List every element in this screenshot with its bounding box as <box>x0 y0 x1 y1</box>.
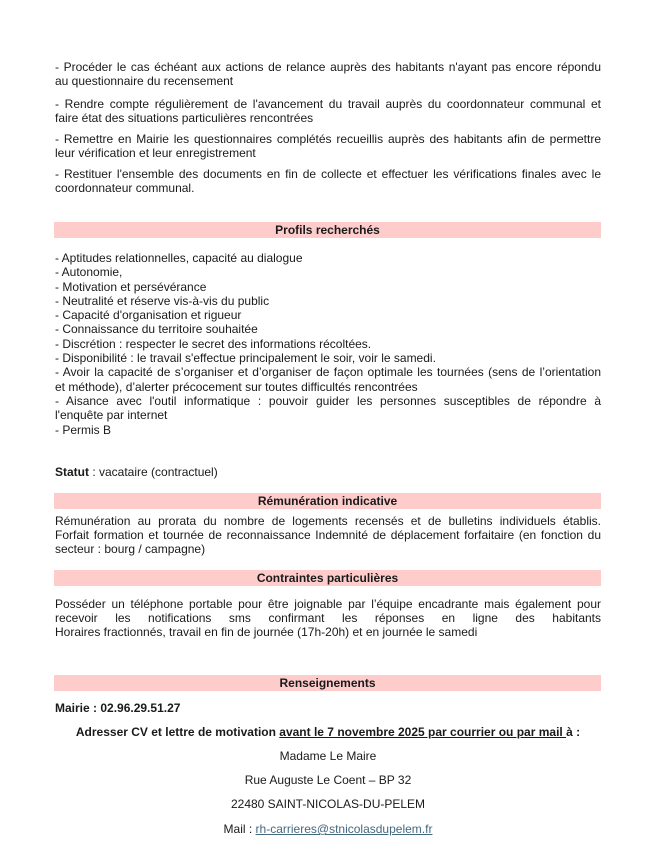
contraintes-text <box>55 597 601 639</box>
mission-item-4 <box>55 167 601 195</box>
recipient-city: 22480 SAINT-NICOLAS-DU-PELEM <box>230 797 426 811</box>
contraintes-line-3: Horaires fractionnés, travail en fin de journée (17h-20h) et en journée le samedi <box>55 625 478 639</box>
mail-link[interactable]: rh-carrieres@stnicolasdupelem.fr <box>255 822 433 836</box>
contraintes-line-1: Posséder un téléphone portable pour être joignable par l’équipe encadrante mais également pour <box>55 597 601 611</box>
recipient-address: Rue Auguste Le Coent – BP 32 <box>244 773 412 787</box>
apply-prefix: Adresser CV et lettre de motivation <box>75 725 280 739</box>
profil-item-continued: et méthode), d’alerter précocement sur toutes difficultés rencontrées <box>55 379 418 394</box>
section-heading-profils: Profils recherchés <box>54 222 601 238</box>
recipient-name: Madame Le Maire <box>279 749 377 763</box>
mail-label: Mail : <box>223 822 256 836</box>
profil-item-continued: l'enquête par internet <box>55 408 168 423</box>
mairie-phone: Mairie : 02.96.29.51.27 <box>55 701 181 715</box>
remuneration-line-3: secteur : bourg / campagne) <box>55 542 206 556</box>
profil-item: - Aptitudes relationnelles, capacité au dialogue <box>55 251 303 265</box>
mission-item-3-line2: leur vérification et leur enregistrement <box>55 146 256 160</box>
apply-deadline: avant le 7 novembre 2025 par courrier ou par mail <box>279 725 567 739</box>
profils-list <box>55 251 601 437</box>
remuneration-text <box>55 514 601 556</box>
mission-item-3 <box>55 132 601 160</box>
profil-item: - Avoir la capacité de s’organiser et d’organiser de façon optimale les tournées (sens de l’orientation <box>55 365 601 380</box>
profil-item: - Autonomie, <box>55 265 123 280</box>
section-heading-remuneration: Rémunération indicative <box>54 493 601 509</box>
missions-list <box>55 60 601 88</box>
mission-item-4-line2: coordonnateur communal. <box>55 181 195 195</box>
profil-item: - Neutralité et réserve vis-à-vis du public <box>55 293 270 308</box>
apply-suffix: à : <box>566 725 581 739</box>
remuneration-line-2: Forfait formation et tournée de reconnaissance Indemnité de déplacement forfaitaire (en fonction du <box>55 528 601 542</box>
apply-instructions <box>55 725 601 739</box>
mission-item-1-line1: - Procéder le cas échéant aux actions de relance auprès des habitants n'ayant pas encore répondu <box>55 60 601 74</box>
statut-line <box>55 465 601 479</box>
profil-item: - Connaissance du territoire souhaitée <box>55 322 258 337</box>
section-heading-renseignements: Renseignements <box>54 675 601 691</box>
contraintes-line-2: recevoir les notifications sms confirmant les réponses en ligne des habitants <box>55 611 601 625</box>
statut-label: Statut <box>55 465 89 479</box>
mail-line <box>55 822 601 836</box>
mission-item-2-line1: - Rendre compte régulièrement de l'avancement du travail auprès du coordonnateur communal et <box>55 97 601 111</box>
mission-item-2-line2: faire état des situations particulières rencontrées <box>55 111 314 125</box>
remuneration-line-1: Rémunération au prorata du nombre de logements recensés et de bulletins individuels établis. <box>55 514 601 528</box>
profil-item: - Aisance avec l'outil informatique : pouvoir guider les personnes susceptibles de répondre à <box>55 393 601 408</box>
statut-value: : vacataire (contractuel) <box>89 465 218 479</box>
profil-item: - Discrétion : respecter le secret des informations récoltées. <box>55 336 372 351</box>
profil-item: - Motivation et persévérance <box>55 279 207 294</box>
profil-item: - Permis B <box>55 422 112 437</box>
mission-item-2 <box>55 97 601 125</box>
mission-item-1-line2: au questionnaire du recensement <box>55 74 234 88</box>
mission-item-3-line1: - Remettre en Mairie les questionnaires complétés recueillis auprès des habitants afin de permettre <box>55 132 601 146</box>
mission-item-4-line1: - Restituer l'ensemble des documents en fin de collecte et effectuer les vérifications finales avec le <box>55 167 601 181</box>
profil-item: - Disponibilité : le travail s'effectue principalement le soir, voir le samedi. <box>55 351 436 366</box>
profil-item: - Capacité d'organisation et rigueur <box>55 308 242 323</box>
section-heading-contraintes: Contraintes particulières <box>54 570 601 586</box>
